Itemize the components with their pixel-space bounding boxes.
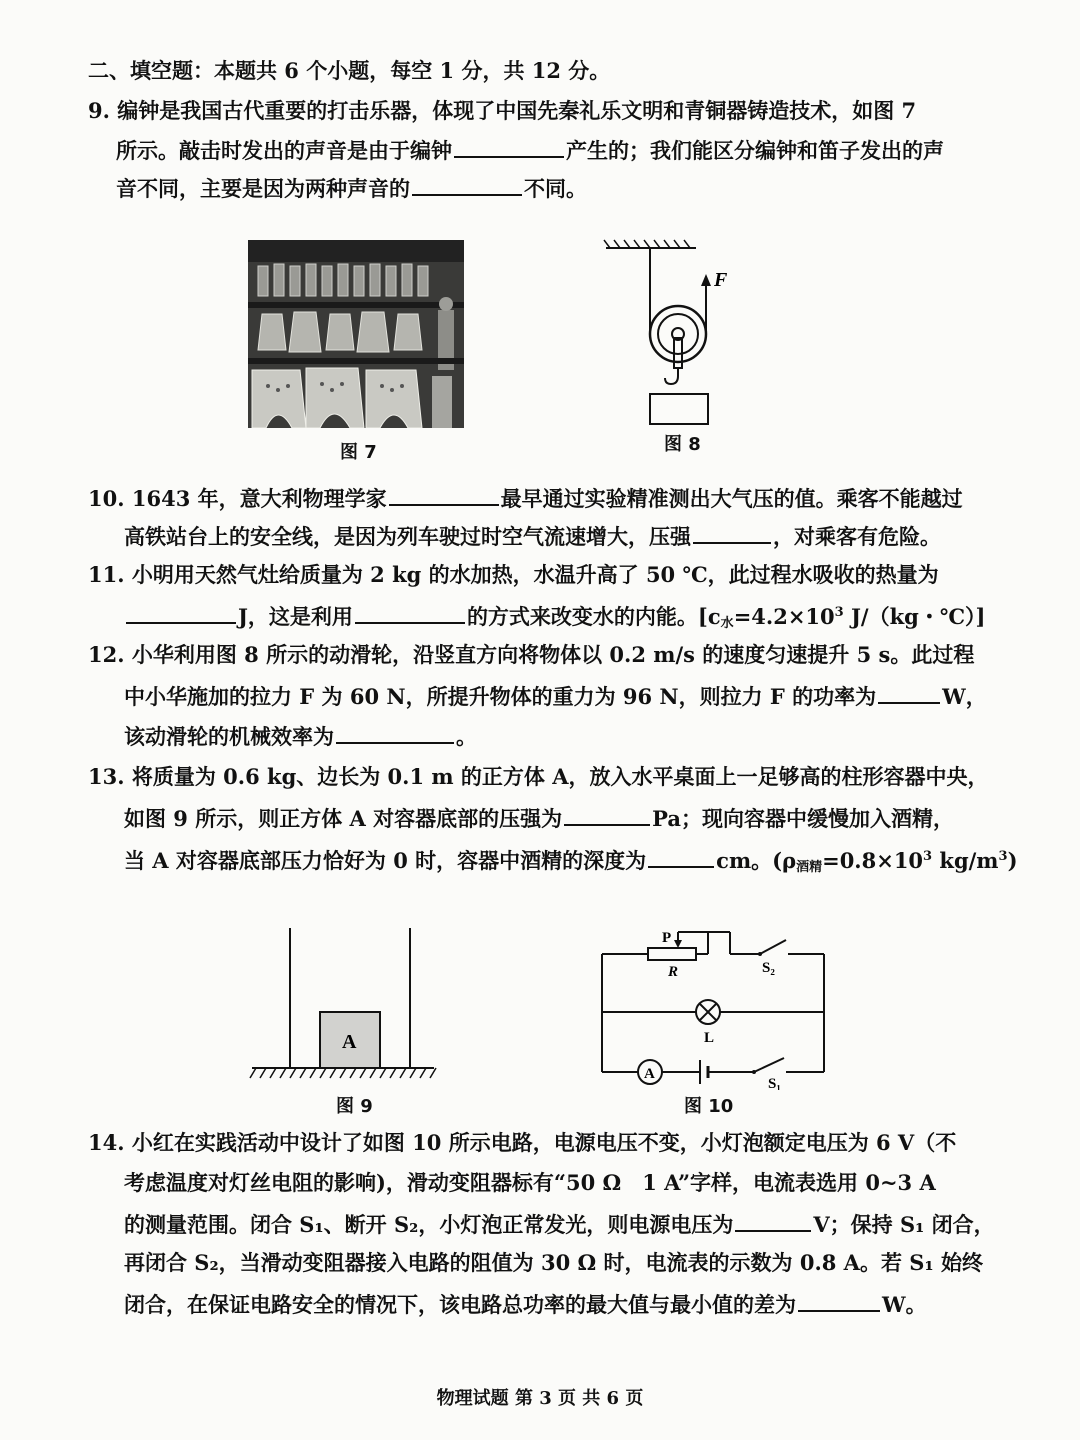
q14-number: 14. [88, 1130, 125, 1155]
q14-line-4 [124, 1248, 983, 1278]
q12-blank-2[interactable] [336, 720, 454, 744]
q13-line-3 [124, 842, 1018, 883]
figure-10-label-a: A [644, 1066, 655, 1082]
q14-text-4: 再闭合 S₂，当滑动变阻器接入电路的阻值为 30 Ω 时，电流表的示数为 0.8 A。若 S₁ 始终 [124, 1250, 983, 1275]
q13-blank-2[interactable] [648, 844, 714, 868]
q9-line-2 [116, 134, 944, 166]
q14-text-1: 小红在实践活动中设计了如图 10 所示电路，电源电压不变，小灯泡额定电压为 6 V（不 [131, 1130, 957, 1155]
q14-line-3 [124, 1208, 995, 1240]
figure-7-caption: 图 7 [340, 442, 377, 463]
q9-blank-2[interactable] [412, 172, 522, 196]
q14-text-3b: V；保持 S₁ 闭合， [813, 1212, 995, 1237]
figure-10-label-s1: S₁ [768, 1076, 781, 1090]
figure-10-label-p: P [662, 930, 672, 946]
q9-text-2b: 产生的；我们能区分编钟和笛子发出的声 [566, 138, 944, 163]
q10-line-2 [124, 520, 941, 552]
q13-text-2b: Pa；现向容器中缓慢加入酒精， [652, 806, 954, 831]
page-footer: 物理试题 第 3 页 共 6 页 [436, 1388, 644, 1409]
figure-8-force-label: F [714, 269, 728, 291]
figure-9-block-label: A [342, 1031, 357, 1053]
q13-text-3b: cm。(ρ [716, 848, 797, 873]
q9-blank-1[interactable] [454, 134, 564, 158]
q13-sub: 酒精 [796, 860, 823, 875]
q12-text-3b: 。 [456, 724, 477, 749]
q13-line-1 [88, 762, 989, 792]
q14-line-1 [88, 1128, 956, 1158]
q14-line-5 [124, 1288, 927, 1320]
q11-number: 11. [88, 562, 125, 587]
q11-line-1 [88, 560, 939, 590]
q11-text-1: 小明用天然气灶给质量为 2 kg 的水加热，水温升高了 50 ℃，此过程水吸收的热量为 [131, 562, 939, 587]
q10-line-1 [88, 482, 963, 514]
q11-sup: 3 [834, 605, 844, 620]
q12-number: 12. [88, 642, 125, 667]
figure-10-label-l: L [704, 1030, 715, 1046]
q14-blank-2[interactable] [798, 1288, 880, 1312]
q10-text-1b: 最早通过实验精准测出大气压的值。乘客不能越过 [500, 486, 963, 511]
q13-line-2 [124, 802, 954, 834]
q13-text-3d: kg/m [932, 848, 999, 873]
q14-blank-1[interactable] [735, 1208, 811, 1232]
q13-text-1: 将质量为 0.6 kg、边长为 0.1 m 的正方体 A，放入水平桌面上一足够高的柱形容器中央， [131, 764, 989, 789]
q11-blank-2[interactable] [355, 600, 465, 624]
q11-sub: 水 [720, 616, 734, 631]
q12-line-2 [124, 680, 987, 712]
q12-text-2b: W， [942, 684, 987, 709]
figure-9-caption: 图 9 [336, 1096, 373, 1117]
q10-blank-2[interactable] [693, 520, 771, 544]
figure-9-container [248, 926, 438, 1082]
q14-line-2 [124, 1168, 936, 1198]
section-header: 二、填空题：本题共 6 个小题，每空 1 分，共 12 分。 [88, 58, 611, 83]
q13-text-3c: =0.8×10 [822, 848, 924, 873]
q13-number: 13. [88, 764, 125, 789]
q11-text-2b: 的方式来改变水的内能。[c [466, 604, 721, 629]
q11-text-2a: J，这是利用 [238, 604, 353, 629]
q12-text-1: 小华利用图 8 所示的动滑轮，沿竖直方向将物体以 0.2 m/s 的速度匀速提升 5 s。此过程 [131, 642, 975, 667]
q11-blank-1[interactable] [126, 600, 236, 624]
q9-number: 9. [88, 98, 110, 123]
q13-text-3e: ) [1007, 848, 1018, 873]
figure-8-pulley [600, 238, 750, 428]
q14-text-2: 考虑温度对灯丝电阻的影响)，滑动变阻器标有“50 Ω 1 A”字样，电流表选用 0~3 A [124, 1170, 936, 1195]
q12-line-1 [88, 640, 974, 670]
q11-line-2 [124, 598, 985, 639]
q14-text-3a: 的测量范围。闭合 S₁、断开 S₂，小灯泡正常发光，则电源电压为 [124, 1212, 734, 1237]
q12-text-2a: 中小华施加的拉力 F 为 60 N，所提升物体的重力为 96 N，则拉力 F 的功率为 [124, 684, 877, 709]
q13-text-2a: 如图 9 所示，则正方体 A 对容器底部的压强为 [124, 806, 563, 831]
q10-number: 10. [88, 486, 125, 511]
q9-text-1: 编钟是我国古代重要的打击乐器，体现了中国先秦礼乐文明和青铜器铸造技术，如图 7 [117, 98, 917, 123]
q11-text-2c: =4.2×10 [733, 604, 835, 629]
q14-text-5b: W。 [882, 1292, 927, 1317]
q10-text-1a: 1643 年，意大利物理学家 [131, 486, 387, 511]
figure-10-circuit [592, 922, 836, 1090]
q12-line-3 [124, 720, 477, 752]
q9-text-3a: 音不同，主要是因为两种声音的 [116, 176, 410, 201]
q9-text-3b: 不同。 [524, 176, 587, 201]
q12-text-3a: 该动滑轮的机械效率为 [124, 724, 334, 749]
q9-text-2a: 所示。敲击时发出的声音是由于编钟 [116, 138, 452, 163]
figure-7-bells-photo [248, 240, 464, 428]
figure-10-label-r: R [668, 964, 679, 980]
q13-text-3a: 当 A 对容器底部压力恰好为 0 时，容器中酒精的深度为 [124, 848, 647, 873]
q10-text-2b: ，对乘客有危险。 [773, 524, 941, 549]
figure-10-caption: 图 10 [684, 1096, 734, 1117]
q13-sup-2: 3 [998, 849, 1008, 864]
q13-blank-1[interactable] [564, 802, 650, 826]
q10-blank-1[interactable] [389, 482, 499, 506]
q10-text-2a: 高铁站台上的安全线，是因为列车驶过时空气流速增大，压强 [124, 524, 691, 549]
q9-line-3 [116, 172, 587, 204]
figure-10-label-s2: S₂ [762, 960, 775, 976]
figure-8-caption: 图 8 [664, 434, 701, 455]
q14-text-5a: 闭合，在保证电路安全的情况下，该电路总功率的最大值与最小值的差为 [124, 1292, 796, 1317]
q11-text-2d: J/（kg・℃）] [843, 604, 986, 629]
q13-sup-1: 3 [923, 849, 933, 864]
q9-line-1 [88, 96, 916, 126]
q12-blank-1[interactable] [878, 680, 940, 704]
